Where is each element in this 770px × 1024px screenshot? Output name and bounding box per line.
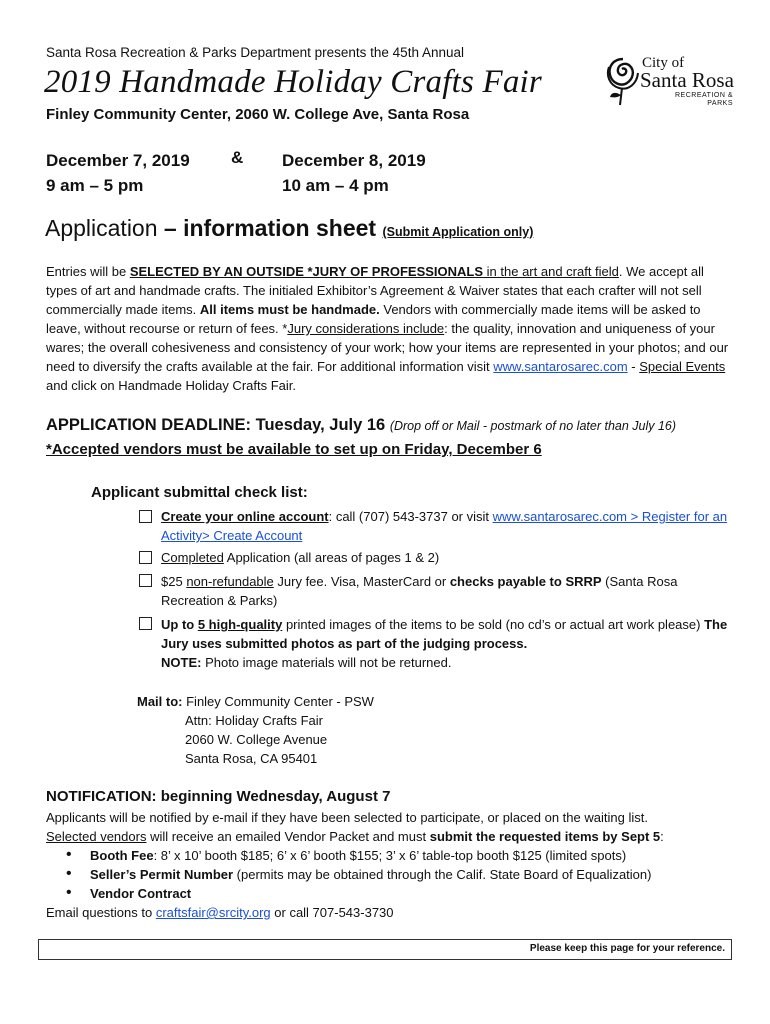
checkbox-1[interactable] — [139, 510, 152, 523]
checkbox-4[interactable] — [139, 617, 152, 630]
application-heading — [45, 215, 533, 242]
intro-jury: SELECTED BY AN OUTSIDE *JURY OF PROFESSIONALS — [129, 264, 484, 279]
email-phone: or call 707-543-3730 — [270, 905, 394, 920]
intro-dash: - — [627, 359, 640, 374]
day1-date: December 7, 2019 — [46, 151, 190, 170]
i4f: Photo image materials will not be returned. — [201, 655, 452, 670]
intro-text2: . We accept all types of art and handmade crafts. The initialed Exhibitor’s Agreement & Waiver states that each crafter will not sell commercially made items. — [46, 264, 704, 317]
website-link[interactable]: www.santarosarec.com — [493, 359, 628, 374]
logo-rp1: RECREATION & — [675, 92, 733, 99]
notif-t2 — [46, 827, 746, 846]
mail-l4: Santa Rosa, CA 95401 — [185, 751, 318, 766]
list-item — [90, 884, 746, 903]
i3c: Jury fee. Visa, MasterCard or — [273, 574, 450, 589]
email-link[interactable]: craftsfair@srcity.org — [155, 905, 271, 920]
logo-rp2: PARKS — [707, 100, 733, 107]
checkbox-2[interactable] — [139, 551, 152, 564]
i4d: The Jury uses submitted photos as part of the judging process. — [161, 617, 728, 651]
mail-label: Mail to: — [137, 694, 183, 709]
date-ampersand: & — [231, 148, 244, 167]
notification-heading: NOTIFICATION: beginning Wednesday, August 7 — [46, 788, 391, 805]
deadline-line — [46, 416, 676, 435]
logo-city: City of — [642, 55, 685, 71]
notification-list — [46, 846, 746, 903]
booth-fee-text: : 8’ x 10’ booth $185; 6’ x 6’ booth $155; 3’ x 6’ table-top booth $125 (limited spots) — [153, 848, 627, 863]
mail-l1: Finley Community Center - PSW — [182, 694, 374, 709]
intro-text5: and click on Handmade Holiday Crafts Fair. — [46, 378, 297, 393]
intro-text3: Vendors with commercially made items will be asked to leave, without recourse or return of fees. * — [46, 302, 701, 336]
notif-selected: Selected vendors — [46, 829, 147, 844]
booth-fee-label: Booth Fee — [90, 848, 154, 863]
i4c: printed images of the items to be sold (no cd’s or actual art work please) — [282, 617, 705, 632]
intro-field: in the art and craft field — [483, 264, 619, 279]
notif-t2-bold: submit the requested items by Sept 5 — [429, 829, 661, 844]
i3a: $25 — [161, 574, 187, 589]
intro-text4: : the quality, innovation and uniqueness of your wares; the overall cohesiveness and consistency of your work; how your items are represented in your photos; and our need to diversify the crafts available at the fair. For additional information visit — [46, 321, 729, 374]
day2-date: December 8, 2019 — [282, 151, 426, 170]
i3b: non-refundable — [186, 574, 274, 589]
rose-icon — [605, 55, 641, 107]
checklist-item-2 — [161, 548, 731, 567]
app-small: (Submit Application only) — [382, 225, 534, 239]
permit-label: Seller’s Permit Number — [90, 867, 234, 882]
deadline-main: APPLICATION DEADLINE: Tuesday, July 16 — [46, 416, 390, 434]
deadline-note: (Drop off or Mail - postmark of no later than July 16) — [389, 419, 677, 433]
list-item — [90, 865, 746, 884]
footer-box — [38, 939, 732, 960]
mail-address — [137, 692, 374, 768]
intro-handmade: All items must be handmade. — [199, 302, 380, 317]
register-link[interactable]: www.santarosarec.com — [492, 509, 628, 524]
checklist-item-3 — [161, 572, 731, 610]
mail-l3: 2060 W. College Avenue — [185, 732, 328, 747]
email-line — [46, 903, 746, 922]
page-title: 2019 Handmade Holiday Crafts Fair — [44, 64, 542, 100]
checklist-item-1 — [161, 507, 731, 545]
checklist-item-4 — [161, 615, 731, 672]
i2b: Application (all areas of pages 1 & 2) — [223, 550, 440, 565]
date-day2 — [282, 148, 426, 198]
i4b: 5 high-quality — [197, 617, 283, 632]
i2a: Completed — [161, 550, 224, 565]
notif-t1: Applicants will be notified by e-mail if they have been selected to participate, or placed on the waiting list. — [46, 810, 648, 825]
accepted-vendors-note: *Accepted vendors must be available to set up on Friday, December 6 — [46, 441, 542, 458]
venue-line: Finley Community Center, 2060 W. College Ave, Santa Rosa — [46, 106, 470, 123]
special-events-link[interactable]: Special Events — [639, 359, 726, 374]
contract-label: Vendor Contract — [90, 886, 192, 901]
app-word: Application — [45, 215, 158, 241]
email-text: Email questions to — [46, 905, 156, 920]
i4a: Up to — [161, 617, 198, 632]
notif-t2-text: will receive an emailed Vendor Packet and must — [146, 829, 430, 844]
register-path[interactable]: > Register for an Activity> Create Account — [161, 509, 728, 543]
i3e: (Santa Rosa Recreation & Parks) — [161, 574, 678, 608]
intro-paragraph — [46, 262, 736, 395]
list-item — [90, 846, 746, 865]
presents-line: Santa Rosa Recreation & Parks Department presents the 45th Annual — [46, 45, 464, 60]
intro-text: Entries will be — [46, 264, 130, 279]
mail-l2: Attn: Holiday Crafts Fair — [185, 713, 323, 728]
i4e: NOTE: — [161, 655, 202, 670]
i1a: Create your online account — [161, 509, 329, 524]
footer-text: Please keep this page for your reference. — [529, 943, 725, 954]
notification-body — [46, 808, 746, 922]
day2-time: 10 am – 4 pm — [282, 176, 389, 195]
day1-time: 9 am – 5 pm — [46, 176, 144, 195]
checklist-heading: Applicant submittal check list: — [91, 484, 308, 501]
intro-jury-considerations: Jury considerations include — [287, 321, 445, 336]
date-day1 — [46, 148, 190, 198]
checkbox-3[interactable] — [139, 574, 152, 587]
logo-department — [671, 92, 733, 108]
logo-name: Santa Rosa — [640, 68, 734, 92]
permit-text: (permits may be obtained through the Calif. State Board of Equalization) — [233, 867, 652, 882]
i1b: : call (707) 543-3737 or visit — [328, 509, 493, 524]
i3d: checks payable to SRRP — [449, 574, 602, 589]
city-logo — [605, 55, 740, 110]
notif-colon: : — [660, 829, 664, 844]
app-bold: – information sheet — [157, 215, 377, 241]
